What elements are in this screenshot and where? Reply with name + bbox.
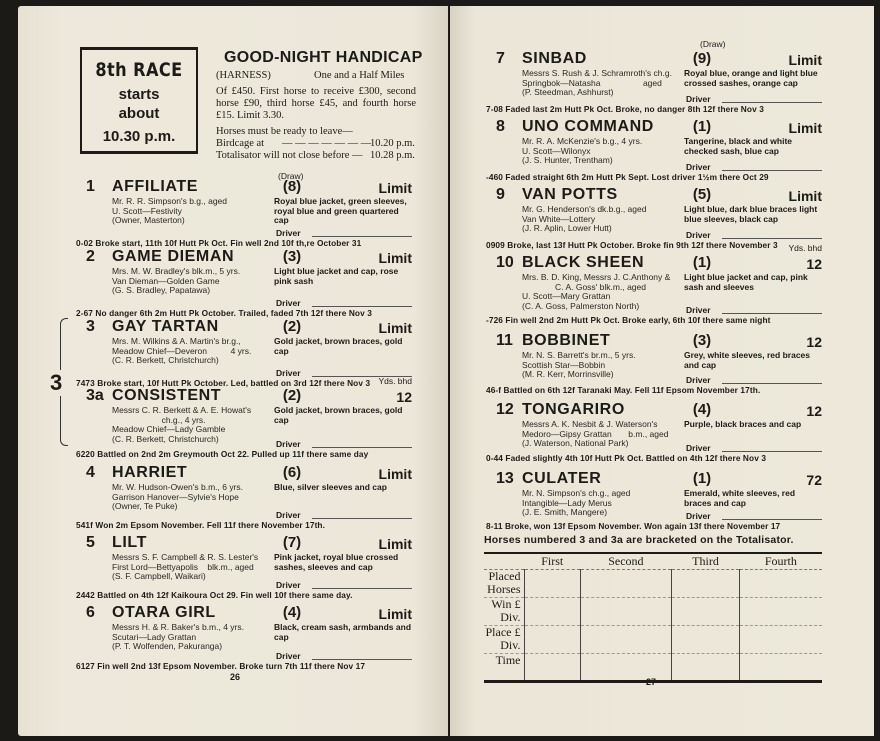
horse-name: GAY TARTAN xyxy=(112,318,219,335)
handicap: Limit xyxy=(378,536,412,552)
driver-entry-line[interactable] xyxy=(722,451,822,452)
horse-name: HARRIET xyxy=(112,464,188,481)
horse-number: 1 xyxy=(86,178,95,195)
horse-name: CULATER xyxy=(522,470,602,487)
horse-number: 6 xyxy=(86,604,95,621)
racing-colours: Light blue jacket and cap, rose pink sash xyxy=(274,266,399,286)
race-number: 8th RACE xyxy=(95,59,183,81)
form-summary: 8-11 Broke, won 13f Epsom November. Won again 13f there November 17 xyxy=(486,521,781,531)
handicap: 12 xyxy=(806,256,822,272)
racing-colours: Gold jacket, brown braces, gold cap xyxy=(274,336,403,356)
driver-label: Driver xyxy=(686,443,711,453)
racing-colours: Blue, silver sleeves and cap xyxy=(274,482,387,492)
driver-entry-line[interactable] xyxy=(722,238,822,239)
owner-breeding: Mr. R. R. Simpson's b.g., aged U. Scott—Festivity (Owner, Masterton) xyxy=(112,196,228,225)
handicap: 12 xyxy=(396,389,412,405)
driver-label: Driver xyxy=(276,651,301,661)
owner-breeding: Messrs S. Rush & J. Schramroth's ch.g. Springbok—Natasha aged (P. Steedman, Ashhurst) xyxy=(522,68,672,97)
form-summary: 0909 Broke, last 13f Hutt Pk October. Broke fin 9th 12f there November 3 xyxy=(486,240,778,250)
handicap: Limit xyxy=(788,188,822,204)
driver-entry-line[interactable] xyxy=(312,447,412,448)
horse-entry xyxy=(76,604,412,674)
form-summary: -460 Faded straight 6th 2m Hutt Pk Sept. Lost driver 1½m there Oct 29 xyxy=(486,172,769,182)
driver-label: Driver xyxy=(276,368,301,378)
cell-fourth[interactable] xyxy=(740,569,822,597)
draw-position: (5) xyxy=(692,186,712,203)
form-summary: 6127 Fin well 2nd 13f Epsom November. Broke turn 7th 11f there Nov 17 xyxy=(76,661,366,671)
draw-position: (1) xyxy=(692,254,712,271)
owner-breeding: Mrs. M. Wilkins & A. Martin's br.g., Meadow Chief—Deveron 4 yrs. (C. R. Berkett, Christchurch) xyxy=(112,336,252,365)
driver-label: Driver xyxy=(686,230,711,240)
results-row-win xyxy=(484,597,822,625)
owner-breeding: Messrs A. K. Nesbit & J. Waterson's Medoro—Gipsy Grattan b.m., aged (J. Waterson, National Park) xyxy=(522,419,669,448)
draw-position: (1) xyxy=(692,118,712,135)
form-summary: 2442 Battled on 4th 12f Kaikoura Oct 29. Fin well 10f there same day. xyxy=(76,590,353,600)
handicap: Limit xyxy=(378,466,412,482)
owner-breeding: Mrs. B. D. King, Messrs J. C.Anthony & C. A. Goss' blk.m., aged U. Scott—Mary Grattan (C. A. Goss, Palmerston North) xyxy=(522,272,671,311)
owner-breeding: Mr. N. Simpson's ch.g., aged Intangible—Lady Merus (J. E. Smith, Mangere) xyxy=(522,488,631,517)
totalisator-label: Totalisator will not close before — xyxy=(216,150,363,161)
handicap: Limit xyxy=(378,180,412,196)
driver-label: Driver xyxy=(686,162,711,172)
form-summary: 2-67 No danger 6th 2m Hutt Pk October. Trailed, faded 7th 12f there Nov 3 xyxy=(76,308,372,318)
owner-breeding: Mr. G. Henderson's dk.b.g., aged Van White—Lottery (J. R. Aplin, Lower Hutt) xyxy=(522,204,647,233)
about-label: about xyxy=(118,105,160,122)
horse-number: 8 xyxy=(496,118,505,135)
draw-label-right: (Draw) xyxy=(700,39,726,49)
form-summary: 0-02 Broke start, 11th 10f Hutt Pk Oct. Fin well 2nd 10f th,re October 31 xyxy=(76,238,362,248)
results-row-place xyxy=(484,625,822,653)
row-label: Time xyxy=(495,652,521,667)
totalisator-time: 10.28 p.m. xyxy=(370,150,415,161)
results-header-row xyxy=(484,553,822,569)
horse-number: 9 xyxy=(496,186,505,203)
draw-position: (7) xyxy=(282,534,302,551)
horse-entry xyxy=(486,50,822,120)
racing-colours: Light blue jacket and cap, pink sash and sleeves xyxy=(684,272,808,292)
form-summary: 7473 Broke start, 10f Hutt Pk October. Led, battled on 3rd 12f there Nov 3 xyxy=(76,378,371,388)
driver-label: Driver xyxy=(276,439,301,449)
bracket-number: 3 xyxy=(50,370,63,395)
horse-name: AFFILIATE xyxy=(112,178,198,195)
row-label: Placed Horses xyxy=(484,569,524,597)
driver-entry-line[interactable] xyxy=(722,383,822,384)
race-stakes: Of £450. First horse to receive £300, second horse £90, third horse £45, and fourth horse £15. Limit 3.30. xyxy=(216,86,416,121)
results-table xyxy=(484,552,822,683)
cell-fourth[interactable] xyxy=(740,625,822,653)
horse-number: 5 xyxy=(86,534,95,551)
results-header-second: Second xyxy=(581,553,672,569)
racing-colours: Royal blue, orange and light blue crossed sashes, orange cap xyxy=(684,68,818,88)
horse-number: 12 xyxy=(496,401,514,418)
driver-entry-line[interactable] xyxy=(312,306,412,307)
draw-position: (6) xyxy=(282,464,302,481)
driver-entry-line[interactable] xyxy=(722,313,822,314)
cell-first[interactable] xyxy=(524,569,581,597)
driver-label: Driver xyxy=(276,228,301,238)
horse-name: BOBBINET xyxy=(522,332,611,349)
cell-first[interactable] xyxy=(524,653,581,681)
birdcage-label: Birdcage at xyxy=(216,138,265,149)
cell-third[interactable] xyxy=(671,597,740,625)
owner-breeding: Messrs C. R. Berkett & A. E. Howat's ch.g., 4 yrs. Meadow Chief—Lady Gamble (C. R. Berkett, Christchurch) xyxy=(112,405,252,444)
horse-entry xyxy=(486,186,822,256)
horse-name: BLACK SHEEN xyxy=(522,254,645,271)
start-time: 10.30 p.m. xyxy=(102,128,176,145)
form-summary: 7-08 Faded last 2m Hutt Pk Oct. Broke, no danger 8th 12f there Nov 3 xyxy=(486,104,764,114)
horse-entry xyxy=(76,464,412,534)
draw-label: (Draw) xyxy=(278,171,304,181)
draw-position: (8) xyxy=(282,178,302,195)
cell-first[interactable] xyxy=(524,597,581,625)
racing-colours: Light blue, dark blue braces light blue sleeves, black cap xyxy=(684,204,818,224)
driver-label: Driver xyxy=(686,511,711,521)
owner-breeding: Mr. R. A. McKenzie's b.g., 4 yrs. U. Scott—Wilonyx (J. S. Hunter, Trentham) xyxy=(522,136,643,165)
horse-entry xyxy=(486,118,822,188)
horse-number: 4 xyxy=(86,464,95,481)
cell-third[interactable] xyxy=(671,653,740,681)
owner-breeding: Mrs. M. W. Bradley's blk.m., 5 yrs. Van Dieman—Golden Game (G. S. Bradley, Papatawa) xyxy=(112,266,241,295)
horse-name: VAN POTTS xyxy=(522,186,618,203)
draw-position: (2) xyxy=(282,387,302,404)
race-type: (HARNESS) xyxy=(216,70,271,81)
horse-entry xyxy=(76,178,412,248)
row-label: Place £ Div. xyxy=(484,625,524,653)
horse-name: UNO COMMAND xyxy=(522,118,654,135)
driver-entry-line[interactable] xyxy=(312,659,412,660)
handicap: Limit xyxy=(378,320,412,336)
handicap: Limit xyxy=(378,606,412,622)
horse-entry xyxy=(76,248,412,318)
driver-entry-line[interactable] xyxy=(722,102,822,103)
cell-third[interactable] xyxy=(671,569,740,597)
cell-fourth[interactable] xyxy=(740,597,822,625)
horse-name: LILT xyxy=(112,534,147,551)
results-header-first: First xyxy=(524,553,581,569)
horse-entry xyxy=(76,534,412,604)
horse-name: GAME DIEMAN xyxy=(112,248,235,265)
starts-label: starts xyxy=(118,86,160,103)
yards-behind-label: Yds. bhd xyxy=(378,376,412,386)
driver-entry-line[interactable] xyxy=(312,236,412,237)
cell-fourth[interactable] xyxy=(740,653,822,681)
race-number-box xyxy=(80,47,198,154)
driver-label: Driver xyxy=(276,510,301,520)
driver-label: Driver xyxy=(686,305,711,315)
horse-name: TONGARIRO xyxy=(522,401,625,418)
horse-name: SINBAD xyxy=(522,50,587,67)
bracket-note: Horses numbered 3 and 3a are bracketed on the Totalisator. xyxy=(484,534,794,546)
birdcage-dashes: — — — — — — — xyxy=(282,138,372,149)
draw-position: (4) xyxy=(282,604,302,621)
driver-label: Driver xyxy=(276,298,301,308)
racing-colours: Royal blue jacket, green sleeves, royal blue and green quartered cap xyxy=(274,196,407,225)
racing-colours: Gold jacket, brown braces, gold cap xyxy=(274,405,403,425)
page-number-right: 27 xyxy=(646,677,657,687)
cell-second[interactable] xyxy=(581,569,672,597)
horse-name: OTARA GIRL xyxy=(112,604,216,621)
driver-label: Driver xyxy=(276,580,301,590)
horse-number: 10 xyxy=(496,254,514,271)
draw-position: (1) xyxy=(692,470,712,487)
form-summary: -726 Fin well 2nd 2m Hutt Pk Oct. Broke early, 6th 10f there same night xyxy=(486,315,771,325)
race-distance: One and a Half Miles xyxy=(314,70,405,81)
horse-number: 2 xyxy=(86,248,95,265)
horse-entry xyxy=(486,470,822,540)
racing-colours: Emerald, white sleeves, red braces and cap xyxy=(684,488,796,508)
handicap: 72 xyxy=(806,472,822,488)
draw-position: (3) xyxy=(692,332,712,349)
birdcage-time: 10.20 p.m. xyxy=(370,138,415,149)
cell-second[interactable] xyxy=(581,653,672,681)
cell-second[interactable] xyxy=(581,597,672,625)
form-summary: 6220 Battled on 2nd 2m Greymouth Oct 22. Pulled up 11f there same day xyxy=(76,449,369,459)
page-number-left: 26 xyxy=(230,672,241,682)
owner-breeding: Messrs H. & R. Baker's b.m., 4 yrs. Scutari—Lady Grattan (P. T. Wolfenden, Pakuranga) xyxy=(112,622,244,651)
driver-entry-line[interactable] xyxy=(312,518,412,519)
racing-colours: Grey, white sleeves, red braces and cap xyxy=(684,350,810,370)
driver-entry-line[interactable] xyxy=(722,519,822,520)
results-header-blank xyxy=(484,553,524,569)
race-title: GOOD-NIGHT HANDICAP xyxy=(224,49,423,66)
horse-number: 3 xyxy=(86,318,95,335)
handicap: 12 xyxy=(806,403,822,419)
horse-entry xyxy=(76,318,412,388)
driver-entry-line[interactable] xyxy=(312,588,412,589)
racing-colours: Black, cream sash, armbands and cap xyxy=(274,622,412,642)
ready-label: Horses must be ready to leave— xyxy=(216,126,353,137)
results-header-fourth: Fourth xyxy=(740,553,822,569)
driver-label: Driver xyxy=(686,94,711,104)
handicap: Limit xyxy=(788,120,822,136)
horse-number: 3a xyxy=(86,387,104,404)
horse-name: CONSISTENT xyxy=(112,387,222,404)
draw-position: (2) xyxy=(282,318,302,335)
horse-entry xyxy=(486,401,822,471)
horse-number: 7 xyxy=(496,50,505,67)
racing-colours: Purple, black braces and cap xyxy=(684,419,802,429)
yards-behind-label: Yds. bhd xyxy=(788,243,822,253)
owner-breeding: Mr. N. S. Barrett's br.m., 5 yrs. Scottish Star—Bobbin (M. R. Kerr, Morrinsville) xyxy=(522,350,636,379)
driver-entry-line[interactable] xyxy=(722,170,822,171)
cell-second[interactable] xyxy=(581,625,672,653)
handicap: 12 xyxy=(806,334,822,350)
draw-position: (9) xyxy=(692,50,712,67)
cell-third[interactable] xyxy=(671,625,740,653)
draw-position: (3) xyxy=(282,248,302,265)
racing-colours: Pink jacket, royal blue crossed sashes, sleeves and cap xyxy=(274,552,399,572)
racing-colours: Tangerine, black and white checked sash, blue cap xyxy=(684,136,793,156)
row-label: Win £ Div. xyxy=(484,597,524,625)
horse-number: 11 xyxy=(496,332,513,349)
owner-breeding: Mr. W. Hudson-Owen's b.m., 6 yrs. Garrison Hanover—Sylvie's Hope (Owner, Te Puke) xyxy=(112,482,244,511)
handicap: Limit xyxy=(378,250,412,266)
form-summary: 0-44 Faded slightly 4th 10f Hutt Pk Oct. Battled on 4th 12f there Nov 3 xyxy=(486,453,767,463)
results-row-placed xyxy=(484,569,822,597)
owner-breeding: Messrs S. F. Campbell & R. S. Lester's First Lord—Bettyapolis blk.m., aged (S. F. Campbell, Waikari) xyxy=(112,552,259,581)
driver-label: Driver xyxy=(686,375,711,385)
handicap: Limit xyxy=(788,52,822,68)
horse-number: 13 xyxy=(496,470,514,487)
form-summary: 541f Won 2m Epsom November. Fell 11f there November 17th. xyxy=(76,520,326,530)
cell-first[interactable] xyxy=(524,625,581,653)
results-header-third: Third xyxy=(671,553,740,569)
draw-position: (4) xyxy=(692,401,712,418)
form-summary: 46-f Battled on 6th 12f Taranaki May. Fell 11f Epsom November 17th. xyxy=(486,385,761,395)
horse-entry xyxy=(486,332,822,402)
